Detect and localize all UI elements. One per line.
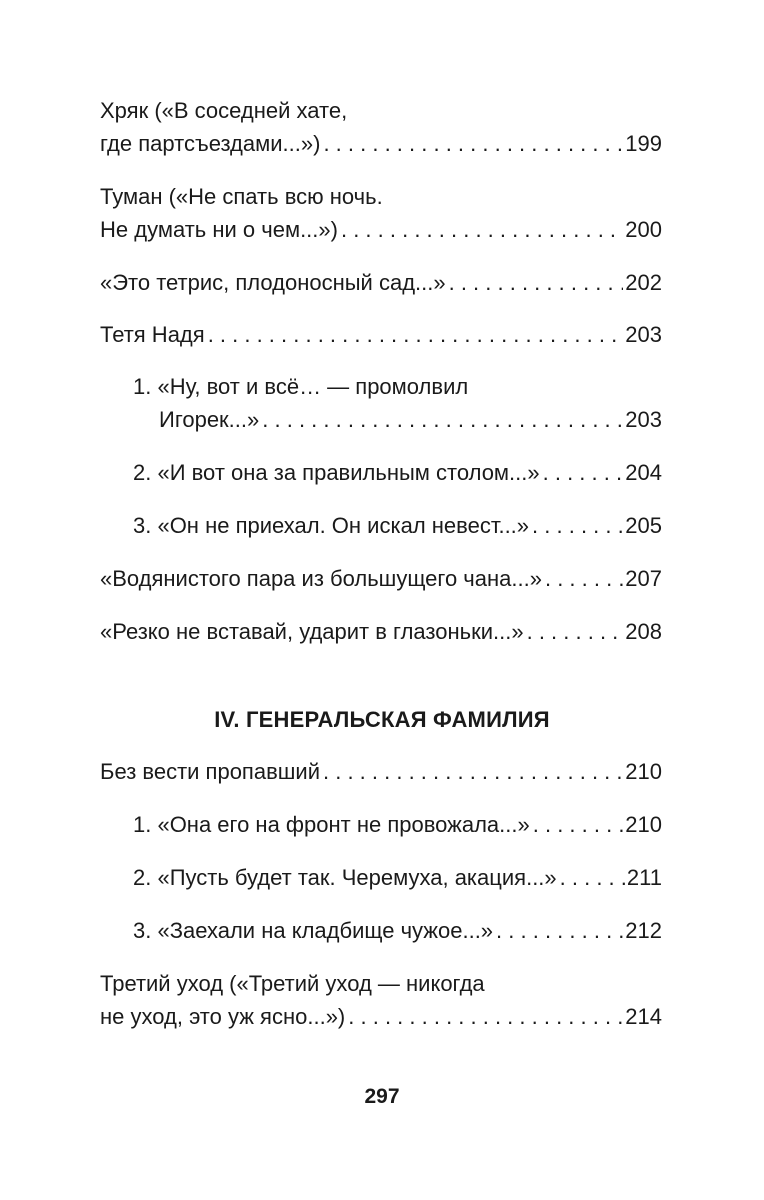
toc-entry-line — [100, 615, 662, 648]
toc-subentry — [133, 370, 662, 436]
toc-entry-title: 3. «Заехали на кладбище чужое...» — [133, 918, 494, 943]
toc-entry — [100, 967, 662, 1033]
toc-page-number: 202 — [625, 270, 662, 295]
dot-leader — [348, 1000, 623, 1033]
toc-entry-title-line2: Игорек...» — [159, 407, 260, 432]
toc-entry — [100, 94, 662, 160]
toc-page-number: 203 — [625, 322, 662, 347]
toc-entry — [100, 318, 662, 351]
dot-leader — [323, 755, 623, 788]
toc-entry-line — [133, 808, 662, 841]
dot-leader — [527, 615, 624, 648]
toc-entry-title: 3. «Он не приехал. Он искал невест...» — [133, 513, 530, 538]
toc-page-number: 211 — [626, 865, 662, 890]
toc-entry — [100, 615, 662, 648]
toc-page-number: 207 — [625, 566, 662, 591]
section-heading: IV. ГЕНЕРАЛЬСКАЯ ФАМИЛИЯ — [214, 707, 550, 732]
toc-entry-title-line2: не уход, это уж ясно...») — [100, 1004, 346, 1029]
toc-entry — [100, 180, 662, 246]
dot-leader — [208, 318, 624, 351]
toc-entry-line — [100, 318, 662, 351]
dot-leader — [532, 509, 623, 542]
toc-page-number: 205 — [625, 513, 662, 538]
toc-subentry — [133, 456, 662, 489]
toc-entry-title: Без вести пропавший — [100, 759, 320, 784]
toc-entry — [100, 266, 662, 299]
toc-entry — [100, 755, 662, 788]
toc-entry-title-line1: Хряк («В соседней хате, — [100, 98, 348, 123]
toc-entry-title: 2. «И вот она за правильным столом...» — [133, 460, 540, 485]
dot-leader — [560, 861, 625, 894]
toc-subentry — [133, 509, 662, 542]
toc-page-number: 210 — [625, 759, 662, 784]
dot-leader — [543, 456, 624, 489]
toc-entry-title: 1. «Она его на фронт не провожала...» — [133, 812, 530, 837]
toc-entry-line — [100, 562, 662, 595]
dot-leader — [262, 403, 623, 436]
toc-entry-line — [133, 914, 662, 947]
toc-entry-title: «Это тетрис, плодоносный сад...» — [100, 270, 446, 295]
toc-subentry — [133, 914, 662, 947]
dot-leader — [496, 914, 623, 947]
toc-page-number: 199 — [625, 131, 662, 156]
toc-page-number: 203 — [625, 407, 662, 432]
toc-entry-title-line1: Туман («Не спать всю ночь. — [100, 184, 383, 209]
toc-page-number: 214 — [625, 1004, 662, 1029]
toc-entry-line — [100, 755, 662, 788]
toc-entry-title-line2: Не думать ни о чем...») — [100, 217, 338, 242]
page-number: 297 — [364, 1085, 400, 1108]
toc-entry-title: «Резко не вставай, ударит в глазоньки...» — [100, 619, 524, 644]
dot-leader — [545, 562, 623, 595]
toc-entry-line — [133, 403, 662, 436]
toc-entry-line — [133, 861, 662, 894]
toc-page-number: 210 — [625, 812, 662, 837]
dot-leader — [449, 266, 624, 299]
toc-entry-line — [100, 213, 662, 246]
toc-entry-line — [100, 266, 662, 299]
toc-entry-line — [133, 456, 662, 489]
toc-entry-title: Тетя Надя — [100, 322, 205, 347]
toc-page-number: 212 — [625, 918, 662, 943]
toc-subentry — [133, 861, 662, 894]
toc-entry-line — [100, 1000, 662, 1033]
toc-entry — [100, 562, 662, 595]
dot-leader — [341, 213, 623, 246]
toc-entry-line — [133, 509, 662, 542]
toc-subentry — [133, 808, 662, 841]
toc-page-number: 204 — [625, 460, 662, 485]
toc-entry-line — [100, 127, 662, 160]
toc-entry-title-line2: где партсъездами...») — [100, 131, 321, 156]
toc-entry-title: 2. «Пусть будет так. Черемуха, акация...» — [133, 865, 557, 890]
toc-entry-title: «Водянистого пара из большущего чана...» — [100, 566, 542, 591]
toc-entry-title-line1: 1. «Ну, вот и всё… — промолвил — [133, 374, 469, 399]
toc-page-number: 200 — [625, 217, 662, 242]
dot-leader — [533, 808, 624, 841]
toc-entry-title-line1: Третий уход («Третий уход — никогда — [100, 971, 485, 996]
dot-leader — [323, 127, 623, 160]
toc-page-number: 208 — [625, 619, 662, 644]
